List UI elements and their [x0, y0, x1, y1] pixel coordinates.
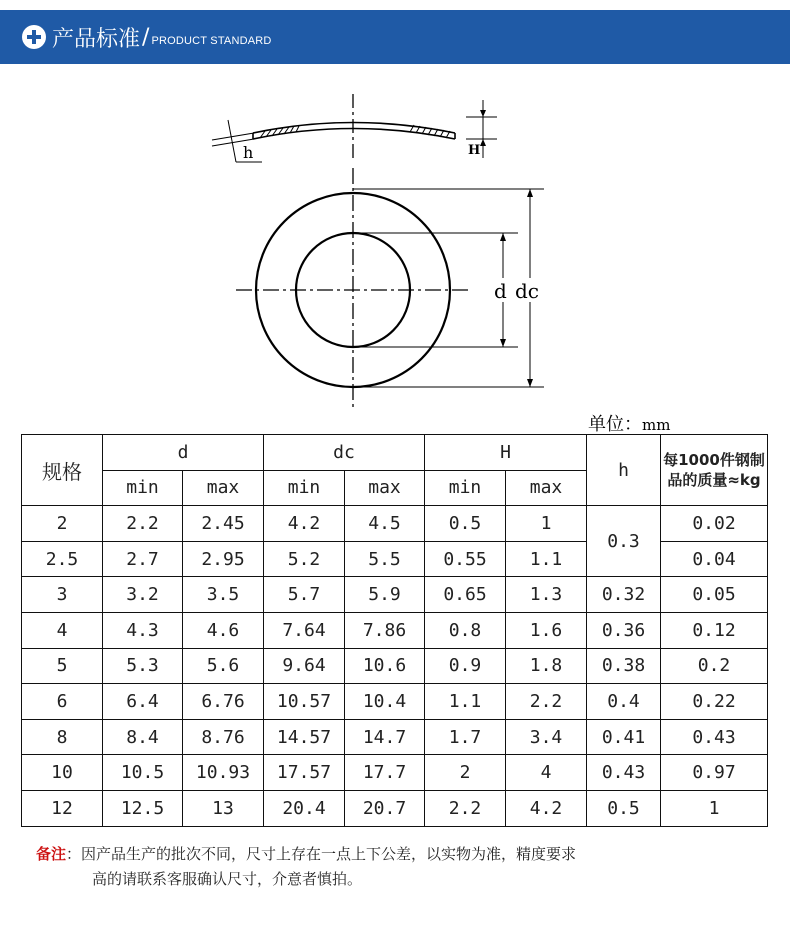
- cell-h: 0.4: [587, 684, 661, 720]
- cell-H-max: 4: [506, 755, 587, 791]
- label-H: H: [468, 143, 481, 158]
- spec-table: [21, 434, 768, 827]
- cell-H-min: 2.2: [425, 790, 506, 826]
- cell-h: 0.43: [587, 755, 661, 791]
- cell-spec: 10: [22, 755, 103, 791]
- cell-d-max: 13: [183, 790, 264, 826]
- cell-weight: 0.97: [661, 755, 768, 791]
- cell-H-min: 0.8: [425, 612, 506, 648]
- header-weight-text: 每1000件钢制品的质量≈kg: [663, 451, 765, 490]
- cell-spec: 2.5: [22, 541, 103, 577]
- table-row: [22, 719, 768, 755]
- header-dc: dc: [264, 435, 425, 471]
- label-d: d: [494, 279, 507, 303]
- cell-h: 0.36: [587, 612, 661, 648]
- header-h: h: [587, 435, 661, 506]
- cell-spec: 8: [22, 719, 103, 755]
- cell-d-min: 10.5: [103, 755, 183, 791]
- table-row: [22, 684, 768, 720]
- cell-dc-max: 4.5: [345, 506, 425, 542]
- cell-weight: 0.02: [661, 506, 768, 542]
- cell-dc-min: 20.4: [264, 790, 345, 826]
- cell-d-min: 8.4: [103, 719, 183, 755]
- cell-d-min: 2.7: [103, 541, 183, 577]
- table-row: [22, 790, 768, 826]
- table-row: [22, 506, 768, 542]
- table-row: [22, 612, 768, 648]
- cell-dc-min: 9.64: [264, 648, 345, 684]
- cell-d-max: 4.6: [183, 612, 264, 648]
- cell-h: 0.3: [587, 506, 661, 577]
- cell-H-max: 1.6: [506, 612, 587, 648]
- cell-spec: 2: [22, 506, 103, 542]
- unit-prefix: 单位：: [588, 414, 642, 435]
- cell-weight: 0.05: [661, 577, 768, 613]
- label-dc: dc: [515, 279, 540, 303]
- cell-h: 0.5: [587, 790, 661, 826]
- cell-dc-min: 4.2: [264, 506, 345, 542]
- cell-d-max: 2.95: [183, 541, 264, 577]
- remark: [36, 842, 576, 892]
- cell-d-min: 12.5: [103, 790, 183, 826]
- cell-h: 0.38: [587, 648, 661, 684]
- unit-label: [588, 410, 670, 436]
- cell-d-min: 6.4: [103, 684, 183, 720]
- header-max: max: [345, 470, 425, 506]
- header-min: min: [103, 470, 183, 506]
- section-subtitle: PRODUCT STANDARD: [151, 35, 272, 47]
- cell-d-max: 5.6: [183, 648, 264, 684]
- cell-H-max: 3.4: [506, 719, 587, 755]
- cell-spec: 6: [22, 684, 103, 720]
- cell-dc-min: 10.57: [264, 684, 345, 720]
- cell-H-max: 1.1: [506, 541, 587, 577]
- cell-H-min: 0.5: [425, 506, 506, 542]
- cell-weight: 0.22: [661, 684, 768, 720]
- table-row: [22, 648, 768, 684]
- cell-dc-min: 5.7: [264, 577, 345, 613]
- cell-d-max: 10.93: [183, 755, 264, 791]
- header-d: d: [103, 435, 264, 471]
- cell-dc-min: 5.2: [264, 541, 345, 577]
- cell-h: 0.32: [587, 577, 661, 613]
- cell-weight: 1: [661, 790, 768, 826]
- header-H: H: [425, 435, 587, 471]
- cell-spec: 3: [22, 577, 103, 613]
- cell-dc-min: 17.57: [264, 755, 345, 791]
- cell-dc-max: 10.4: [345, 684, 425, 720]
- cell-dc-max: 5.5: [345, 541, 425, 577]
- cell-H-min: 1.1: [425, 684, 506, 720]
- cell-dc-max: 17.7: [345, 755, 425, 791]
- remark-colon: ：: [66, 845, 82, 863]
- cell-dc-min: 14.57: [264, 719, 345, 755]
- header-weight: [661, 435, 768, 506]
- cell-d-max: 8.76: [183, 719, 264, 755]
- cell-d-max: 2.45: [183, 506, 264, 542]
- remark-label: 备注: [36, 845, 67, 863]
- cell-h: 0.41: [587, 719, 661, 755]
- cell-d-min: 5.3: [103, 648, 183, 684]
- cell-spec: 12: [22, 790, 103, 826]
- cell-d-max: 3.5: [183, 577, 264, 613]
- washer-drawing: [0, 0, 790, 430]
- cell-dc-max: 5.9: [345, 577, 425, 613]
- header-max: max: [183, 470, 264, 506]
- remark-line-1: 因产品生产的批次不同，尺寸上存在一点上下公差，以实物为准，精度要求: [81, 845, 577, 863]
- unit-value: mm: [642, 416, 671, 434]
- cell-H-max: 1.8: [506, 648, 587, 684]
- header-min: min: [264, 470, 345, 506]
- cell-d-min: 3.2: [103, 577, 183, 613]
- cell-dc-max: 20.7: [345, 790, 425, 826]
- cell-d-max: 6.76: [183, 684, 264, 720]
- cell-weight: 0.43: [661, 719, 768, 755]
- cell-dc-max: 10.6: [345, 648, 425, 684]
- cell-weight: 0.12: [661, 612, 768, 648]
- remark-line-2: 高的请联系客服确认尺寸，介意者慎拍。: [92, 870, 363, 888]
- section-title: 产品标准: [52, 26, 141, 52]
- cell-dc-max: 14.7: [345, 719, 425, 755]
- cell-weight: 0.2: [661, 648, 768, 684]
- cell-H-max: 1: [506, 506, 587, 542]
- cell-spec: 5: [22, 648, 103, 684]
- cell-H-max: 2.2: [506, 684, 587, 720]
- header-max: max: [506, 470, 587, 506]
- cell-H-min: 0.65: [425, 577, 506, 613]
- header-spec: 规格: [22, 435, 103, 506]
- cell-H-max: 4.2: [506, 790, 587, 826]
- header-min: min: [425, 470, 506, 506]
- label-h: h: [243, 143, 254, 162]
- table-row: [22, 755, 768, 791]
- cell-H-min: 2: [425, 755, 506, 791]
- cell-spec: 4: [22, 612, 103, 648]
- title-separator: /: [142, 24, 150, 50]
- cell-H-max: 1.3: [506, 577, 587, 613]
- cell-H-min: 1.7: [425, 719, 506, 755]
- cell-d-min: 2.2: [103, 506, 183, 542]
- cell-H-min: 0.9: [425, 648, 506, 684]
- cell-H-min: 0.55: [425, 541, 506, 577]
- cell-d-min: 4.3: [103, 612, 183, 648]
- table-row: [22, 577, 768, 613]
- cell-dc-max: 7.86: [345, 612, 425, 648]
- cell-dc-min: 7.64: [264, 612, 345, 648]
- cell-weight: 0.04: [661, 541, 768, 577]
